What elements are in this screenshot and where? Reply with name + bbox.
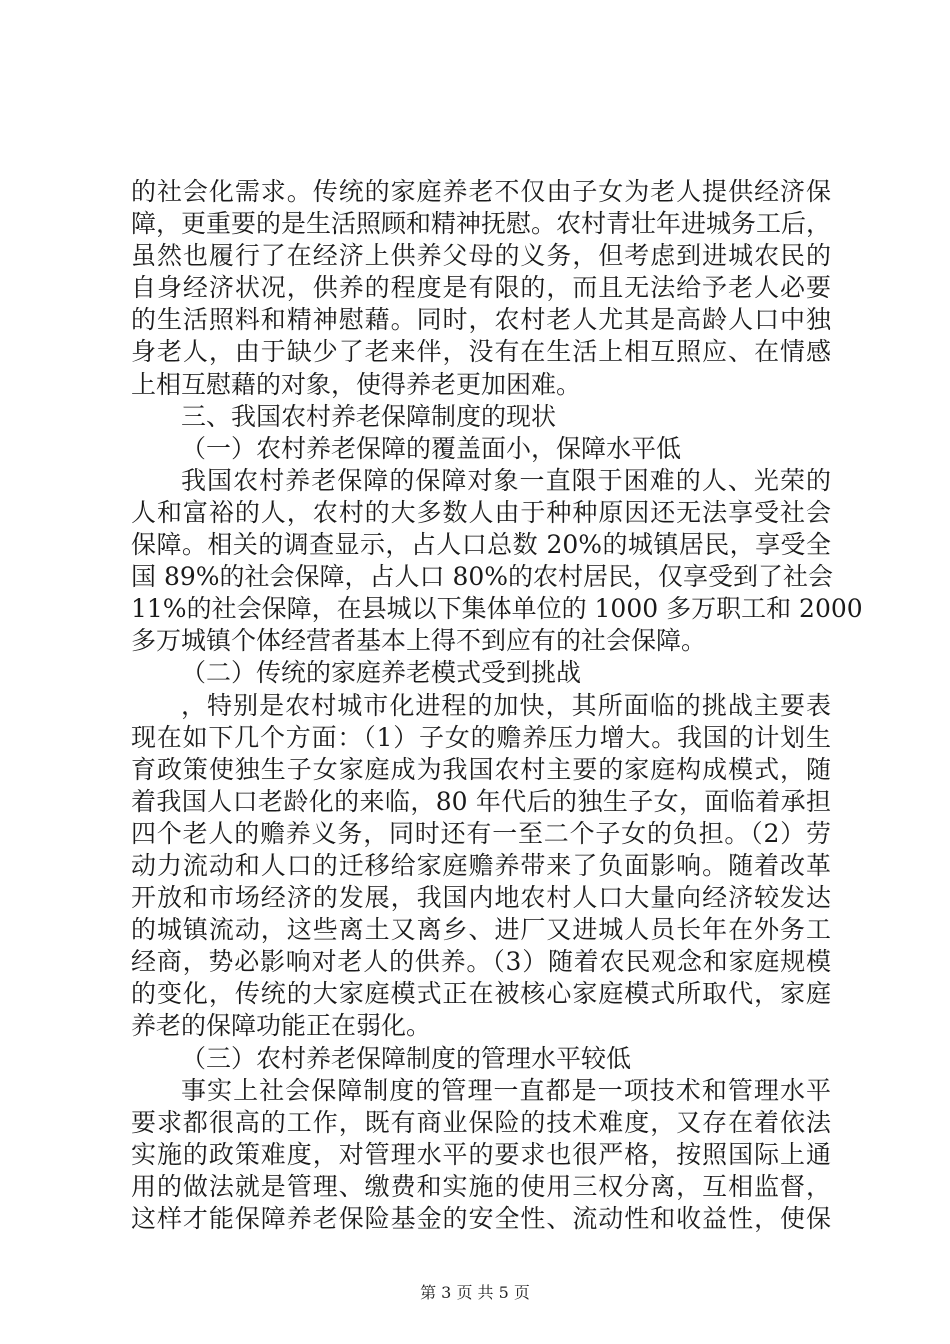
text-line: 国 89%的社会保障，占人口 80%的农村居民，仅享受到了社会 [131, 562, 834, 592]
text-line: 动力流动和人口的迁移给家庭赡养带来了负面影响。随着改革 [131, 850, 831, 880]
text-line: （二）传统的家庭养老模式受到挑战 [181, 658, 582, 688]
text-line: 这样才能保障养老保险基金的安全性、流动性和收益性，使保 [131, 1204, 831, 1233]
text-line: 的变化，传统的大家庭模式正在被核心家庭模式所取代，家庭 [131, 979, 831, 1009]
text-line: 养老的保障功能正在弱化。 [131, 1011, 432, 1041]
text-line: 经商，势必影响对老人的供养。（3）随着农民观念和家庭规模 [131, 947, 831, 977]
text-line: ，特别是农村城市化进程的加快，其所面临的挑战主要表 [181, 690, 831, 720]
text-line: 用的做法就是管理、缴费和实施的使用三权分离，互相监督， [131, 1171, 831, 1201]
text-line: 11%的社会保障，在县城以下集体单位的 1000 多万职工和 2000 [131, 594, 863, 624]
text-line: 实施的政策难度，对管理水平的要求也很严格，按照国际上通 [131, 1139, 831, 1169]
text-line: 三、我国农村养老保障制度的现状 [181, 401, 557, 431]
text-line: 保障。相关的调查显示，占人口总数 20%的城镇居民，享受全 [131, 530, 831, 560]
text-line: 自身经济状况，供养的程度是有限的，而且无法给予老人必要 [131, 273, 831, 303]
text-line: 障，更重要的是生活照顾和精神抚慰。农村青壮年进城务工后， [131, 209, 832, 239]
text-line: 虽然也履行了在经济上供养父母的义务，但考虑到进城农民的 [131, 241, 831, 271]
text-line: 事实上社会保障制度的管理一直都是一项技术和管理水平 [181, 1075, 831, 1105]
text-line: 开放和市场经济的发展，我国内地农村人口大量向经济较发达 [131, 883, 831, 913]
document-body [131, 176, 863, 1235]
text-line: 的城镇流动，这些离土又离乡、进厂又进城人员长年在外务工 [131, 915, 831, 945]
text-line: 多万城镇个体经营者基本上得不到应有的社会保障。 [131, 626, 707, 656]
text-line: （一）农村养老保障的覆盖面小，保障水平低 [181, 433, 682, 463]
text-line: 人和富裕的人，农村的大多数人由于种种原因还无法享受社会 [131, 497, 831, 527]
text-line: （三）农村养老保障制度的管理水平较低 [181, 1043, 632, 1073]
text-line: 身老人，由于缺少了老来伴，没有在生活上相互照应、在情感 [131, 337, 831, 367]
text-line: 要求都很高的工作，既有商业保险的技术难度，又存在着依法 [131, 1107, 831, 1137]
text-line: 育政策使独生子女家庭成为我国农村主要的家庭构成模式，随 [131, 754, 831, 784]
text-line: 的社会化需求。传统的家庭养老不仅由子女为老人提供经济保 [131, 177, 831, 206]
text-line: 四个老人的赡养义务，同时还有一至二个子女的负担。（2）劳 [131, 818, 831, 848]
page-footer: 第 3 页 共 5 页 [420, 1283, 530, 1302]
text-line: 着我国人口老龄化的来临，80 年代后的独生子女，面临着承担 [131, 786, 831, 816]
text-line: 上相互慰藉的对象，使得养老更加困难。 [131, 369, 582, 399]
text-line: 现在如下几个方面：（1）子女的赡养压力增大。我国的计划生 [131, 722, 831, 752]
text-line: 我国农村养老保障的保障对象一直限于困难的人、光荣的 [181, 465, 831, 495]
text-line: 的生活照料和精神慰藉。同时，农村老人尤其是高龄人口中独 [131, 305, 831, 335]
